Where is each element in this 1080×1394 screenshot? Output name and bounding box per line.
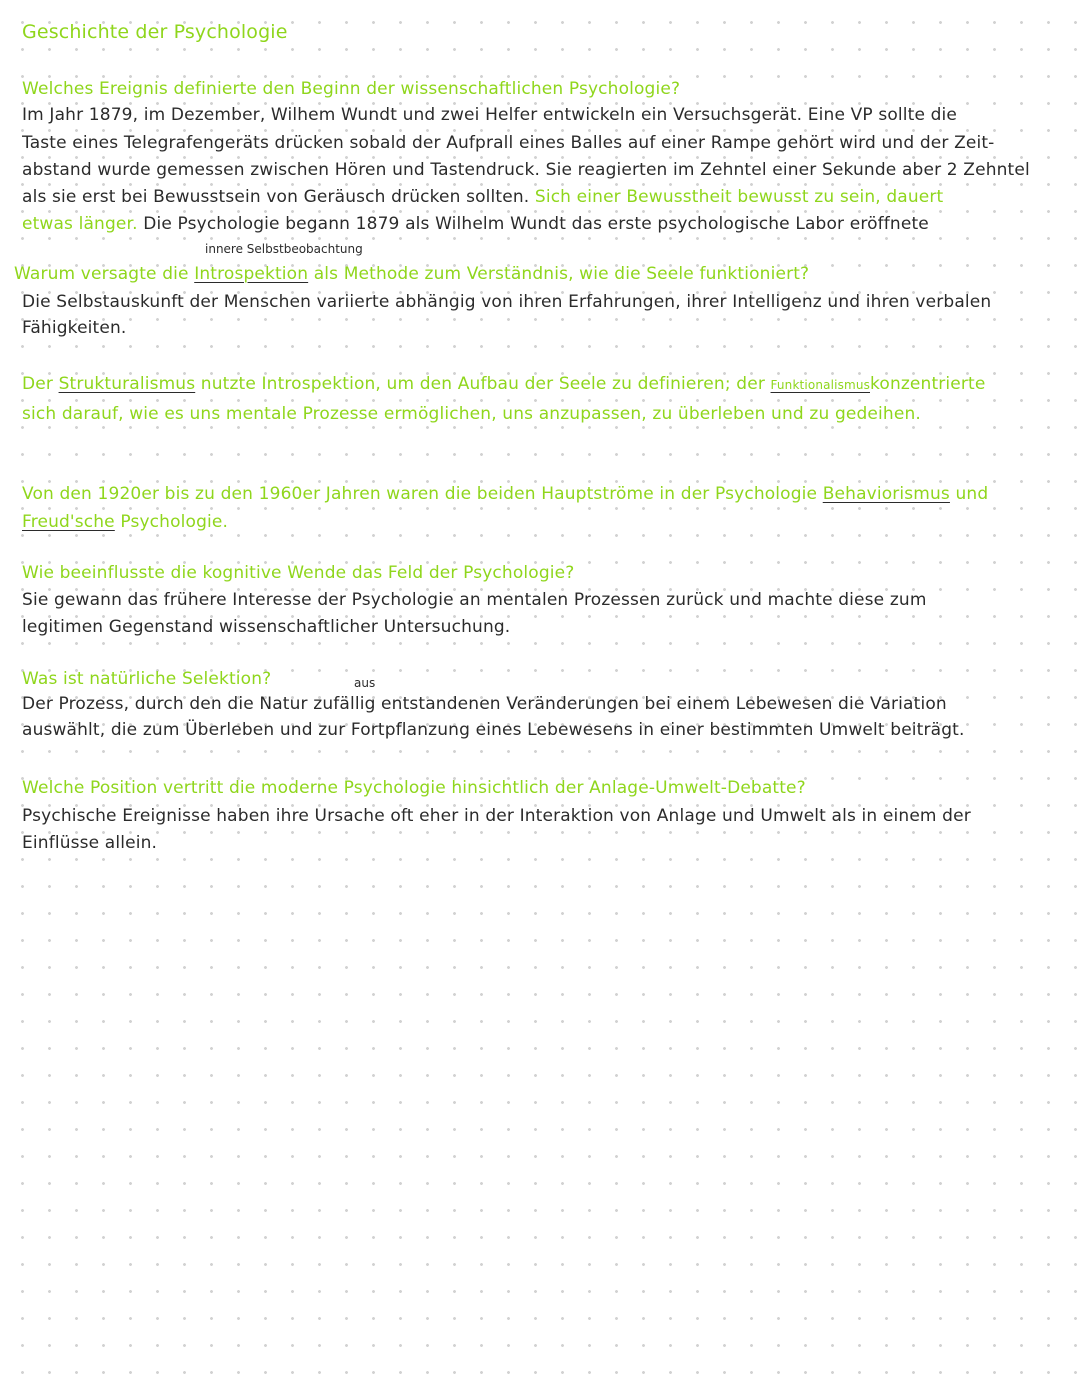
answer-line [22, 212, 1068, 236]
statement-line: sich darauf, wie es uns mentale Prozesse ermöglichen, uns anzupassen, zu überleben und zu gedeihen. [22, 404, 921, 424]
statement-structuralism [22, 372, 1068, 397]
statement-text: Von den 1920er bis zu den 1960er Jahren waren die beiden Hauptströme in der Psychologie [22, 484, 818, 504]
highlight-text: etwas länger. [22, 214, 138, 234]
statement-text: und [955, 484, 989, 504]
page-title: Geschichte der Psychologie [22, 21, 288, 43]
answer-line: auswählt, die zum Überleben und zur Fortpflanzung eines Lebewesens in einer bestimmten Umwelt beiträgt. [22, 720, 965, 740]
underlined-term: Freud'sche [22, 512, 115, 532]
statement-text: konzentrierte [870, 374, 986, 394]
statement-line [22, 510, 1068, 534]
question-introspection [14, 262, 1060, 286]
highlight-text: Sich einer Bewusstheit bewusst zu sein, dauert [534, 187, 944, 207]
underlined-term: Funktionalismus [770, 378, 870, 392]
answer-line: Im Jahr 1879, im Dezember, Wilhem Wundt und zwei Helfer entwickeln ein Versuchsgerät. Eine VP sollte die [22, 105, 958, 125]
answer-line: Einflüsse allein. [22, 833, 158, 853]
answer-text: als sie erst bei Bewusstsein von Geräusch drücken sollten. [22, 187, 530, 207]
answer-text: Die Psychologie begann 1879 als Wilhelm Wundt das erste psychologische Labor eröffnete [143, 214, 929, 234]
answer-line: Die Selbstauskunft der Menschen variierte abhängig von ihren Erfahrungen, ihrer Intelligenz und ihren verbalen [22, 292, 992, 312]
question-text: Warum versagte die [14, 264, 189, 284]
question-text: als Methode zum Verständnis, wie die Seele funktioniert? [313, 264, 810, 284]
answer-line: abstand wurde gemessen zwischen Hören und Tastendruck. Sie reagierten im Zehntel einer Sekunde aber 2 Zehntel [22, 160, 1030, 180]
underlined-term: Strukturalismus [58, 374, 196, 394]
statement-text: Psychologie. [120, 512, 229, 532]
question-nature-nurture: Welche Position vertritt die moderne Psychologie hinsichtlich der Anlage-Umwelt-Debatte? [22, 778, 806, 798]
answer-line: Psychische Ereignisse haben ihre Ursache oft eher in der Interaktion von Anlage und Umwelt als in einem der [22, 806, 971, 826]
answer-line: Fähigkeiten. [22, 318, 127, 338]
margin-note-aus: aus [354, 676, 376, 690]
underlined-term: Behaviorismus [822, 484, 950, 504]
question-natural-selection: Was ist natürliche Selektion? [22, 669, 272, 689]
answer-line [22, 185, 1068, 209]
underlined-term: Introspektion [194, 264, 309, 284]
statement-main-currents [22, 482, 1068, 506]
answer-line: Taste eines Telegrafengeräts drücken sobald der Aufprall eines Balles auf einer Rampe gehört wird und der Zeit- [22, 133, 995, 153]
question-scientific-start: Welches Ereignis definierte den Beginn der wissenschaftlichen Psychologie? [22, 79, 681, 99]
answer-line: Der Prozess, durch den die Natur zufällig entstandenen Veränderungen bei einem Lebewesen die Variation [22, 694, 947, 714]
margin-note-introspection: innere Selbstbeobachtung [205, 242, 363, 256]
statement-text: Der [22, 374, 53, 394]
answer-line: Sie gewann das frühere Interesse der Psychologie an mentalen Prozessen zurück und machte diese zum [22, 590, 927, 610]
answer-line: legitimen Gegenstand wissenschaftlicher Untersuchung. [22, 617, 511, 637]
statement-text: nutzte Introspektion, um den Aufbau der Seele zu definieren; der [200, 374, 765, 394]
question-cognitive-turn: Wie beeinflusste die kognitive Wende das Feld der Psychologie? [22, 563, 575, 583]
